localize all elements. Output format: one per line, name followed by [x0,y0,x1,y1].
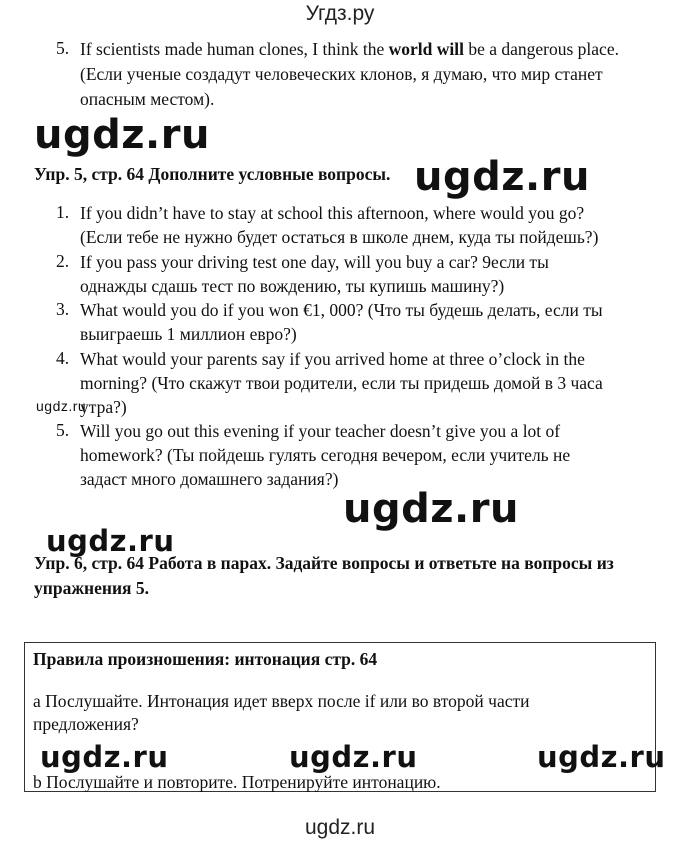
item-text-line: выиграешь 1 миллион евро?) [80,324,297,344]
item-text-line [80,38,619,60]
text-span: If scientists made human clones, I think the [80,39,389,59]
exercise-heading: Упр. 5, стр. 64 Дополните условные вопросы. [34,164,391,184]
item-number: 5. [56,420,70,440]
exercise-heading: упражнения 5. [34,578,149,598]
item-text-line: опасным местом). [80,89,215,109]
item-number: 5. [56,38,70,58]
item-text-line: задаст много домашнего задания?) [80,469,339,489]
watermark: ugdz.ru [537,740,666,774]
item-text-line: Will you go out this evening if your teacher doesn’t give you a lot of [80,421,561,441]
watermark: ugdz.ru [289,740,418,774]
watermark: ugdz.ru [40,740,169,774]
box-text-line: a Послушайте. Интонация идет вверх после if или во второй части [33,691,530,711]
item-number: 3. [56,299,70,319]
item-text-line: What would you do if you won €1, 000? (Что ты будешь делать, если ты [80,300,603,320]
watermark: ugdz.ru [46,524,175,558]
watermark: ugdz.ru [36,398,87,414]
watermark: ugdz.ru [414,154,590,200]
watermark: ugdz.ru [343,486,519,532]
watermark: ugdz.ru [34,112,210,158]
site-header[interactable]: Угдз.ру [305,2,375,25]
item-number: 2. [56,251,70,271]
item-text-line: If you didn’t have to stay at school this afternoon, where would you go? [80,203,585,223]
site-footer[interactable]: ugdz.ru [304,816,376,839]
item-number: 1. [56,202,70,222]
box-text-line: b Послушайте и повторите. Потренируйте интонацию. [33,772,441,792]
box-title: Правила произношения: интонация стр. 64 [33,649,378,669]
text-span: be a dangerous place. [463,39,619,59]
item-text-line: (Если тебе не нужно будет остаться в школе днем, куда ты пойдешь?) [80,227,599,247]
box-text-line: предложения? [33,714,139,734]
item-text-line: homework? (Ты пойдешь гулять сегодня вечером, если учитель не [80,445,571,465]
item-number: 4. [56,348,70,368]
exercise-heading: Упр. 6, стр. 64 Работа в парах. Задайте вопросы и ответьте на вопросы из [34,553,614,573]
item-text-line: What would your parents say if you arrived home at three o’clock in the [80,349,585,369]
item-text-line: If you pass your driving test one day, will you buy a car? 9если ты [80,252,549,272]
item-text-line: однажды сдашь тест по вождению, ты купишь машину?) [80,276,505,296]
item-text-line: утра?) [80,397,127,417]
bold-text: world will [388,39,464,59]
item-text-line: morning? (Что скажут твои родители, если ты придешь домой в 3 часа [80,373,603,393]
item-text-line: (Если ученые создадут человеческих клонов, я думаю, что мир станет [80,64,603,84]
